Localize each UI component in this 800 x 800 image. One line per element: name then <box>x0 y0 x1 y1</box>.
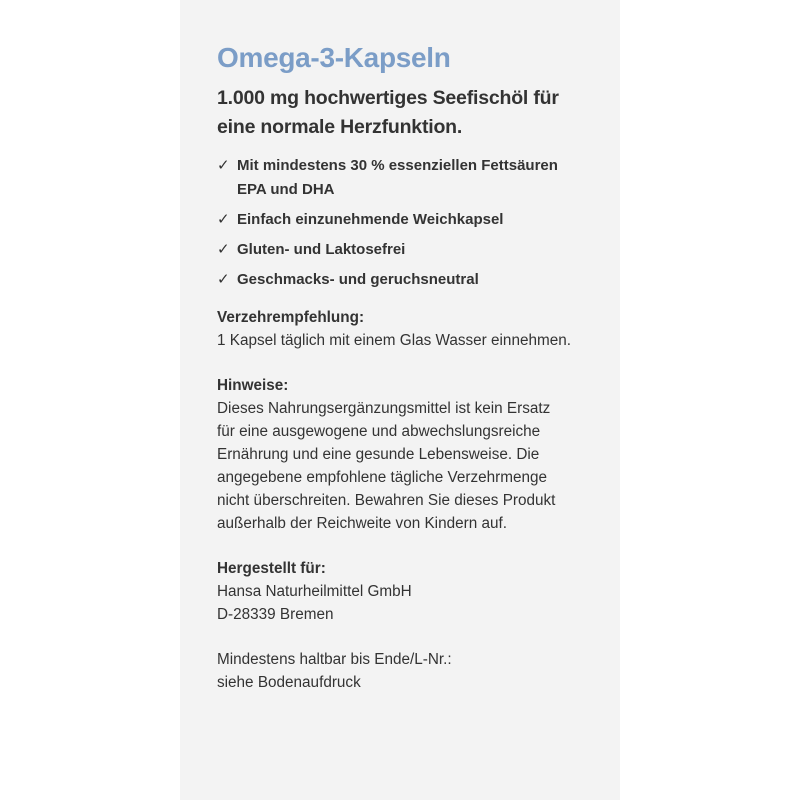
subtitle-line: 1.000 mg hochwertiges Seefischöl für <box>217 87 559 109</box>
manufacturer-line: D-28339 Bremen <box>217 606 334 623</box>
feature-item <box>217 154 617 202</box>
feature-text: Einfach einzunehmende Weichkapsel <box>237 211 504 228</box>
dosage-section <box>217 306 617 352</box>
check-icon: ✓ <box>217 271 230 288</box>
notes-line: Ernährung und eine gesunde Lebensweise. Die <box>217 446 540 463</box>
notes-line: für eine ausgewogene und abwechslungsreiche <box>217 423 541 440</box>
product-subtitle <box>217 84 617 142</box>
feature-item <box>217 268 617 292</box>
feature-list <box>217 154 617 292</box>
best-before-line: Mindestens haltbar bis Ende/L-Nr.: <box>217 651 452 668</box>
notes-line: nicht überschreiten. Bewahren Sie dieses Produkt <box>217 492 556 509</box>
check-icon: ✓ <box>217 157 230 174</box>
notes-heading: Hinweise: <box>217 377 289 394</box>
manufacturer-line: Hansa Naturheilmittel GmbH <box>217 583 412 600</box>
feature-item <box>217 238 617 262</box>
subtitle-line: eine normale Herzfunktion. <box>217 116 463 138</box>
manufacturer-section <box>217 557 617 626</box>
feature-item <box>217 208 617 232</box>
notes-line: außerhalb der Reichweite von Kindern auf. <box>217 515 507 532</box>
feature-text: Mit mindestens 30 % essenziellen Fettsäuren <box>237 157 558 174</box>
feature-text: Geschmacks- und geruchsneutral <box>237 271 479 288</box>
dosage-text: 1 Kapsel täglich mit einem Glas Wasser einnehmen. <box>217 332 571 349</box>
feature-text: Gluten- und Laktosefrei <box>237 241 406 258</box>
best-before-line: siehe Bodenaufdruck <box>217 674 361 691</box>
notes-section <box>217 374 617 535</box>
dosage-heading: Verzehrempfehlung: <box>217 309 365 326</box>
manufacturer-heading: Hergestellt für: <box>217 560 326 577</box>
best-before-section <box>217 648 617 694</box>
check-icon: ✓ <box>217 211 230 228</box>
check-icon: ✓ <box>217 241 230 258</box>
feature-text: EPA und DHA <box>237 181 335 198</box>
product-title: Omega-3-Kapseln <box>217 42 451 73</box>
notes-line: angegebene empfohlene tägliche Verzehrmenge <box>217 469 547 486</box>
notes-line: Dieses Nahrungsergänzungsmittel ist kein Ersatz <box>217 400 551 417</box>
label-content <box>217 40 617 694</box>
